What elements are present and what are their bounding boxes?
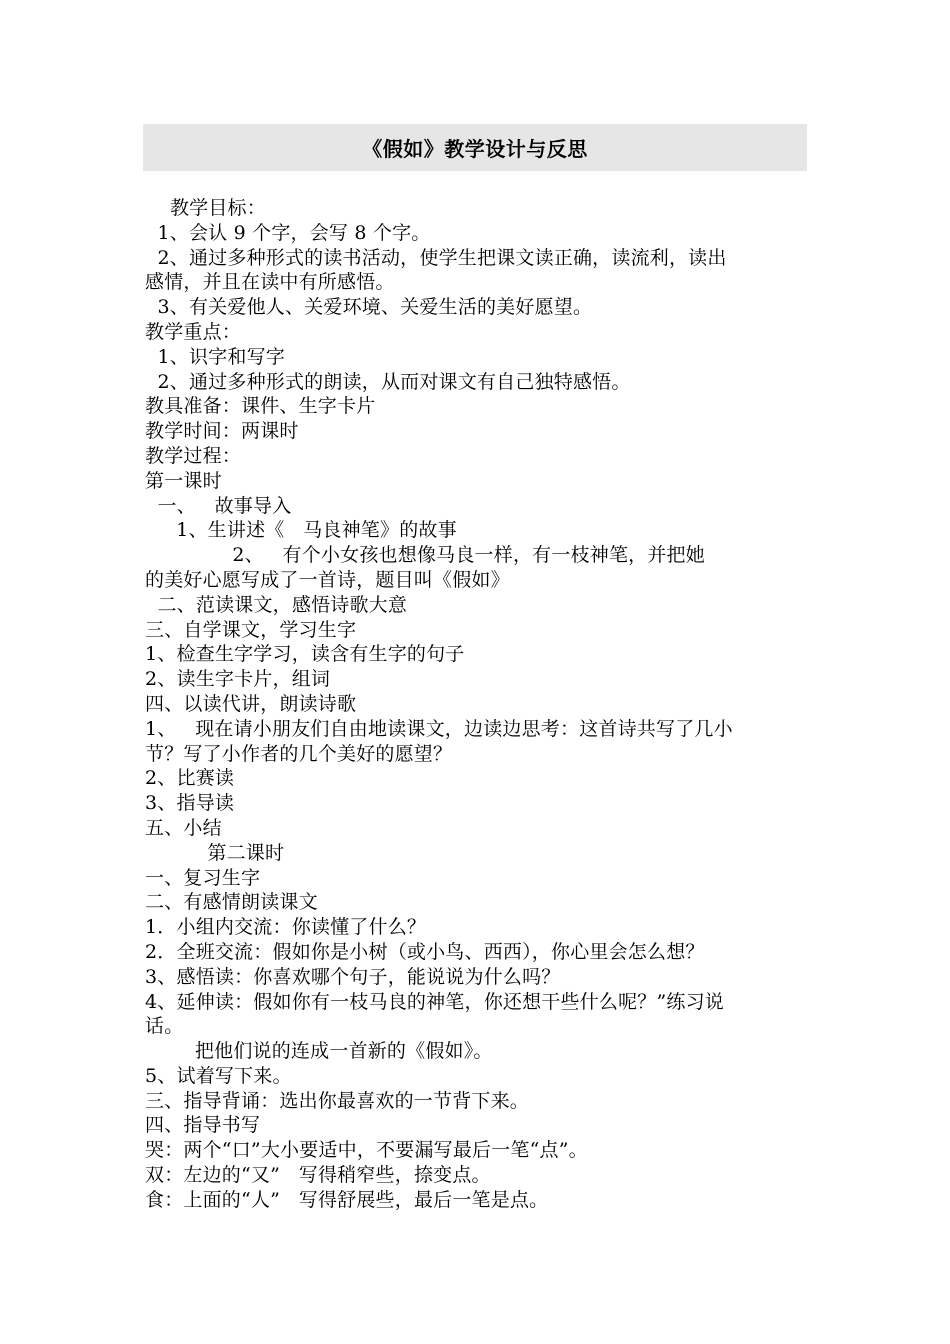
- text-line: 教学时间：两课时: [145, 420, 299, 443]
- text-line: 2、读生字卡片，组词: [145, 668, 331, 691]
- text-line: 把他们说的连成一首新的《假如》。: [145, 1040, 493, 1063]
- text-line: 四、指导书写: [145, 1114, 261, 1137]
- text-line: 五、小结: [145, 816, 222, 839]
- text-line: 4、延伸读：假如你有一枝马良的神笔，你还想干些什么呢？”练习说: [145, 990, 725, 1013]
- document-title: 《假如》教学设计与反思: [362, 137, 588, 161]
- text-line: 教学重点：: [145, 320, 242, 343]
- text-line: 节？写了小作者的几个美好的愿望？: [145, 742, 453, 765]
- text-line: 1．小组内交流：你读懂了什么？: [145, 916, 427, 939]
- text-line: 1、生讲述《 马良神笔》的故事: [145, 519, 457, 542]
- text-line: 2．全班交流：假如你是小树（或小鸟、西西），你心里会怎么想？: [145, 940, 705, 963]
- text-line: 四、以读代讲，朗读诗歌: [145, 692, 357, 715]
- text-line: 2、通过多种形式的朗读，从而对课文有自己独特感悟。: [145, 370, 631, 393]
- text-line: 感情，并且在读中有所感悟。: [145, 271, 395, 294]
- text-line: 3、有关爱他人、关爱环境、关爱生活的美好愿望。: [145, 296, 593, 319]
- title-banner: [143, 124, 807, 171]
- text-line: 2、比赛读: [145, 767, 235, 790]
- text-line: 1、会认 9 个字，会写 8 个字。: [145, 221, 431, 244]
- text-line: 2、通过多种形式的读书活动，使学生把课文读正确，读流利，读出: [145, 246, 727, 269]
- text-line: 第一课时: [145, 469, 222, 492]
- text-line: 2、 有个小女孩也想像马良一样，有一枝神笔，并把她: [145, 544, 705, 567]
- text-line: 1、 现在请小朋友们自由地读课文，边读边思考：这首诗共写了几小: [145, 717, 733, 740]
- text-line: 5、试着写下来。: [145, 1064, 292, 1087]
- text-line: 3、感悟读：你喜欢哪个句子，能说说为什么吗？: [145, 965, 561, 988]
- text-line: 教学过程：: [145, 444, 242, 467]
- text-line: 话。: [145, 1015, 184, 1038]
- text-line: 哭：两个“口”大小要适中，不要漏写最后一笔“点”。: [145, 1139, 588, 1162]
- text-line: 食：上面的“人” 写得舒展些，最后一笔是点。: [145, 1188, 549, 1211]
- text-line: 二、有感情朗读课文: [145, 891, 318, 914]
- text-line: 三、自学课文，学习生字: [145, 618, 357, 641]
- text-line: 一、 故事导入: [145, 494, 292, 517]
- text-line: 的美好心愿写成了一首诗，题目叫《假如》: [145, 568, 510, 591]
- text-line: 三、指导背诵：选出你最喜欢的一节背下来。: [145, 1089, 530, 1112]
- text-line: 教具准备：课件、生字卡片: [145, 395, 376, 418]
- text-line: 二、范读课文，感悟诗歌大意: [145, 593, 408, 616]
- text-line: 一、复习生字: [145, 866, 261, 889]
- document-body: [145, 196, 809, 1213]
- text-line: 3、指导读: [145, 792, 235, 815]
- text-line: 1、识字和写字: [145, 345, 285, 368]
- text-line: 1、检查生字学习，读含有生字的句子: [145, 643, 465, 666]
- text-line: 第二课时: [145, 841, 285, 864]
- text-line: 双：左边的“又” 写得稍窄些，捺变点。: [145, 1164, 491, 1187]
- text-line: 教学目标：: [145, 197, 266, 219]
